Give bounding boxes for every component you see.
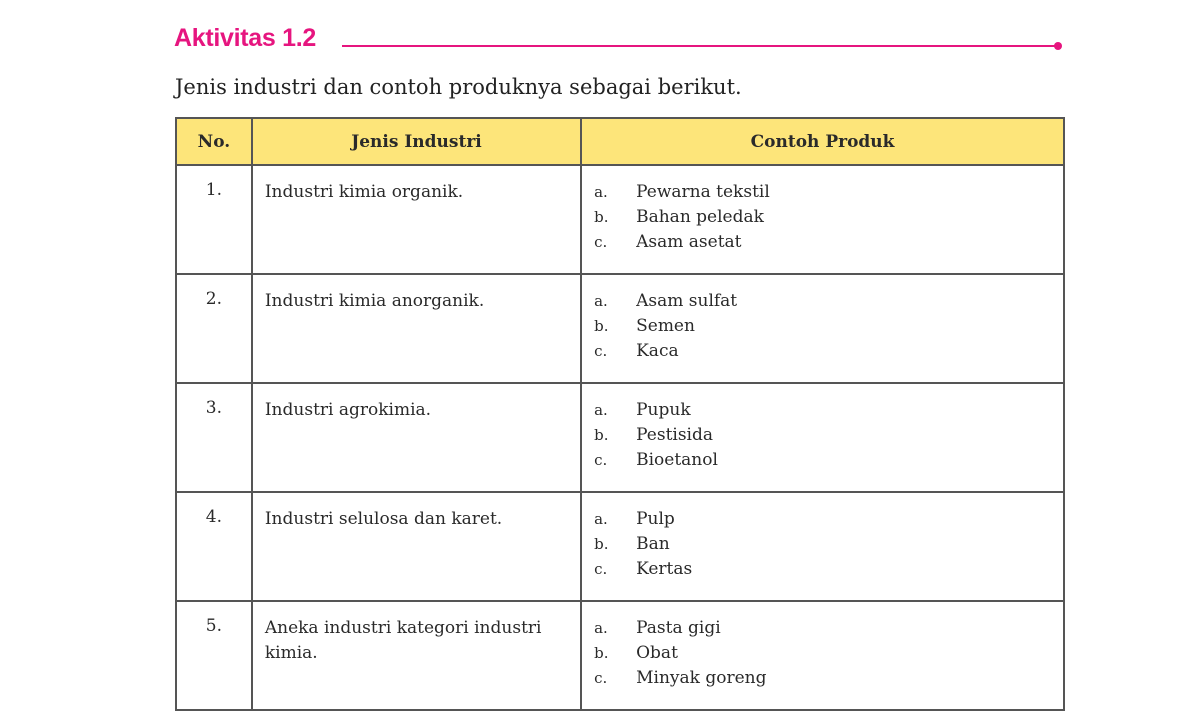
industry-type-cell: Aneka industri kategori industri kimia. xyxy=(252,601,581,710)
product-item xyxy=(594,289,1051,314)
header-contoh-produk: Contoh Produk xyxy=(581,118,1064,165)
table-row xyxy=(176,601,1064,710)
product-item xyxy=(594,314,1051,339)
product-item xyxy=(594,641,1051,666)
product-list xyxy=(594,616,1051,691)
product-item-letter: a. xyxy=(594,510,608,528)
product-list xyxy=(594,507,1051,582)
product-item xyxy=(594,398,1051,423)
product-item-text: Semen xyxy=(636,316,695,336)
product-item-text: Pestisida xyxy=(636,425,714,445)
row-number: 3. xyxy=(176,383,252,492)
industry-type-cell: Industri kimia organik. xyxy=(252,165,581,274)
product-item-letter: c. xyxy=(594,560,608,578)
row-number: 1. xyxy=(176,165,252,274)
product-item xyxy=(594,532,1051,557)
product-item-text: Pasta gigi xyxy=(636,618,721,638)
table-row xyxy=(176,383,1064,492)
table-body xyxy=(176,165,1064,710)
product-examples-cell xyxy=(581,601,1064,710)
product-item-text: Pupuk xyxy=(636,400,691,420)
product-item-letter: c. xyxy=(594,451,608,469)
intro-text: Jenis industri dan contoh produknya sebagai berikut. xyxy=(175,75,742,99)
product-item-letter: a. xyxy=(594,401,608,419)
product-item-text: Asam sulfat xyxy=(636,291,738,311)
header-jenis-industri: Jenis Industri xyxy=(252,118,581,165)
table-row xyxy=(176,165,1064,274)
product-item xyxy=(594,230,1051,255)
product-item-letter: b. xyxy=(594,426,609,444)
product-item xyxy=(594,616,1051,641)
product-item-text: Minyak goreng xyxy=(636,668,767,688)
heading-rule xyxy=(342,45,1058,47)
product-item xyxy=(594,666,1051,691)
product-item-letter: b. xyxy=(594,317,609,335)
product-item-letter: c. xyxy=(594,669,608,687)
product-examples-cell xyxy=(581,165,1064,274)
product-item-text: Bioetanol xyxy=(636,450,718,470)
product-list xyxy=(594,398,1051,473)
header-no: No. xyxy=(176,118,252,165)
table-row xyxy=(176,274,1064,383)
row-number: 4. xyxy=(176,492,252,601)
product-item-text: Kaca xyxy=(636,341,679,361)
product-item-letter: a. xyxy=(594,183,608,201)
product-item xyxy=(594,448,1051,473)
product-examples-cell xyxy=(581,383,1064,492)
heading-rule-dot xyxy=(1054,42,1062,50)
activity-title: Aktivitas 1.2 xyxy=(174,24,317,52)
product-item xyxy=(594,423,1051,448)
product-item-text: Kertas xyxy=(636,559,693,579)
product-item-letter: a. xyxy=(594,292,608,310)
product-item-letter: a. xyxy=(594,619,608,637)
product-item-letter: b. xyxy=(594,535,609,553)
table-header xyxy=(176,118,1064,165)
product-item-letter: b. xyxy=(594,644,609,662)
product-item-letter: b. xyxy=(594,208,609,226)
product-item-text: Asam asetat xyxy=(636,232,742,252)
industry-table xyxy=(175,117,1065,711)
product-item-letter: c. xyxy=(594,233,608,251)
activity-heading xyxy=(174,22,1066,56)
product-item-text: Ban xyxy=(636,534,670,554)
product-item xyxy=(594,557,1051,582)
product-list xyxy=(594,180,1051,255)
header-row xyxy=(176,118,1064,165)
industry-type-cell: Industri agrokimia. xyxy=(252,383,581,492)
industry-type-cell: Industri kimia anorganik. xyxy=(252,274,581,383)
product-item-text: Pewarna tekstil xyxy=(636,182,770,202)
row-number: 5. xyxy=(176,601,252,710)
product-list xyxy=(594,289,1051,364)
product-item-text: Bahan peledak xyxy=(636,207,764,227)
row-number: 2. xyxy=(176,274,252,383)
product-item xyxy=(594,205,1051,230)
product-item-text: Obat xyxy=(636,643,678,663)
product-examples-cell xyxy=(581,492,1064,601)
table-row xyxy=(176,492,1064,601)
product-item xyxy=(594,507,1051,532)
product-item xyxy=(594,180,1051,205)
product-item-text: Pulp xyxy=(636,509,675,529)
product-item-letter: c. xyxy=(594,342,608,360)
product-examples-cell xyxy=(581,274,1064,383)
industry-type-cell: Industri selulosa dan karet. xyxy=(252,492,581,601)
product-item xyxy=(594,339,1051,364)
